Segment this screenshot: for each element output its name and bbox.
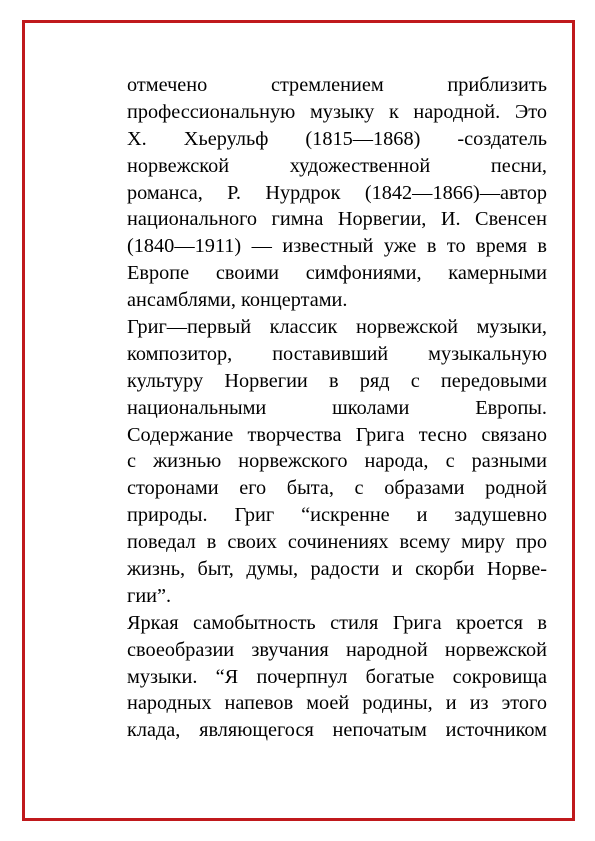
- text-line: X. Хьерульф (1815—1868) -создатель: [127, 127, 547, 150]
- text-line: профессиональную музыку к народной. Это: [127, 100, 547, 123]
- text-line: норвежской художественной песни,: [127, 154, 547, 177]
- paragraph-1: [127, 72, 547, 314]
- text-line: национального гимна Норвегии, И. Свенсен: [127, 208, 547, 231]
- paragraph-2: [127, 314, 547, 610]
- text-line: композитор, поставивший музыкальную: [127, 342, 547, 365]
- text-line: музыки. “Я почерпнул богатые сокровища: [127, 665, 547, 688]
- text-line: природы. Григ “искренне и задушевно: [127, 504, 547, 527]
- text-line: жизнь, быт, думы, радости и скорби Норве-: [127, 558, 547, 581]
- text-line: Содержание творчества Грига тесно связано: [127, 423, 547, 446]
- text-line: клада, являющегося непочатым источником: [127, 719, 547, 742]
- text-line: своеобразии звучания народной норвежской: [127, 638, 547, 661]
- text-line: гии”.: [127, 584, 172, 607]
- paragraph-3: [127, 610, 547, 744]
- text-line: культуру Норвегии в ряд с передовыми: [127, 369, 547, 392]
- text-line: Яркая самобытность стиля Грига кроется в: [127, 611, 547, 634]
- text-line: Европе своими симфониями, камерными: [127, 262, 547, 285]
- text-line: ансамблями, концертами.: [127, 289, 348, 312]
- text-column: [127, 72, 547, 744]
- text-line: народных напевов моей родины, и из этого: [127, 692, 547, 715]
- text-line: национальными школами Европы.: [127, 396, 547, 419]
- text-line: романса, Р. Нурдрок (1842—1866)—автор: [127, 181, 547, 204]
- text-line: поведал в своих сочинениях всему миру про: [127, 531, 547, 554]
- text-line: Григ—первый классик норвежской музыки,: [127, 316, 547, 339]
- text-line: отмечено стремлением приблизить: [127, 74, 547, 96]
- text-line: (1840—1911) — известный уже в то время в: [127, 235, 547, 258]
- text-line: сторонами его быта, с образами родной: [127, 477, 547, 500]
- text-line: с жизнью норвежского народа, с разными: [127, 450, 547, 473]
